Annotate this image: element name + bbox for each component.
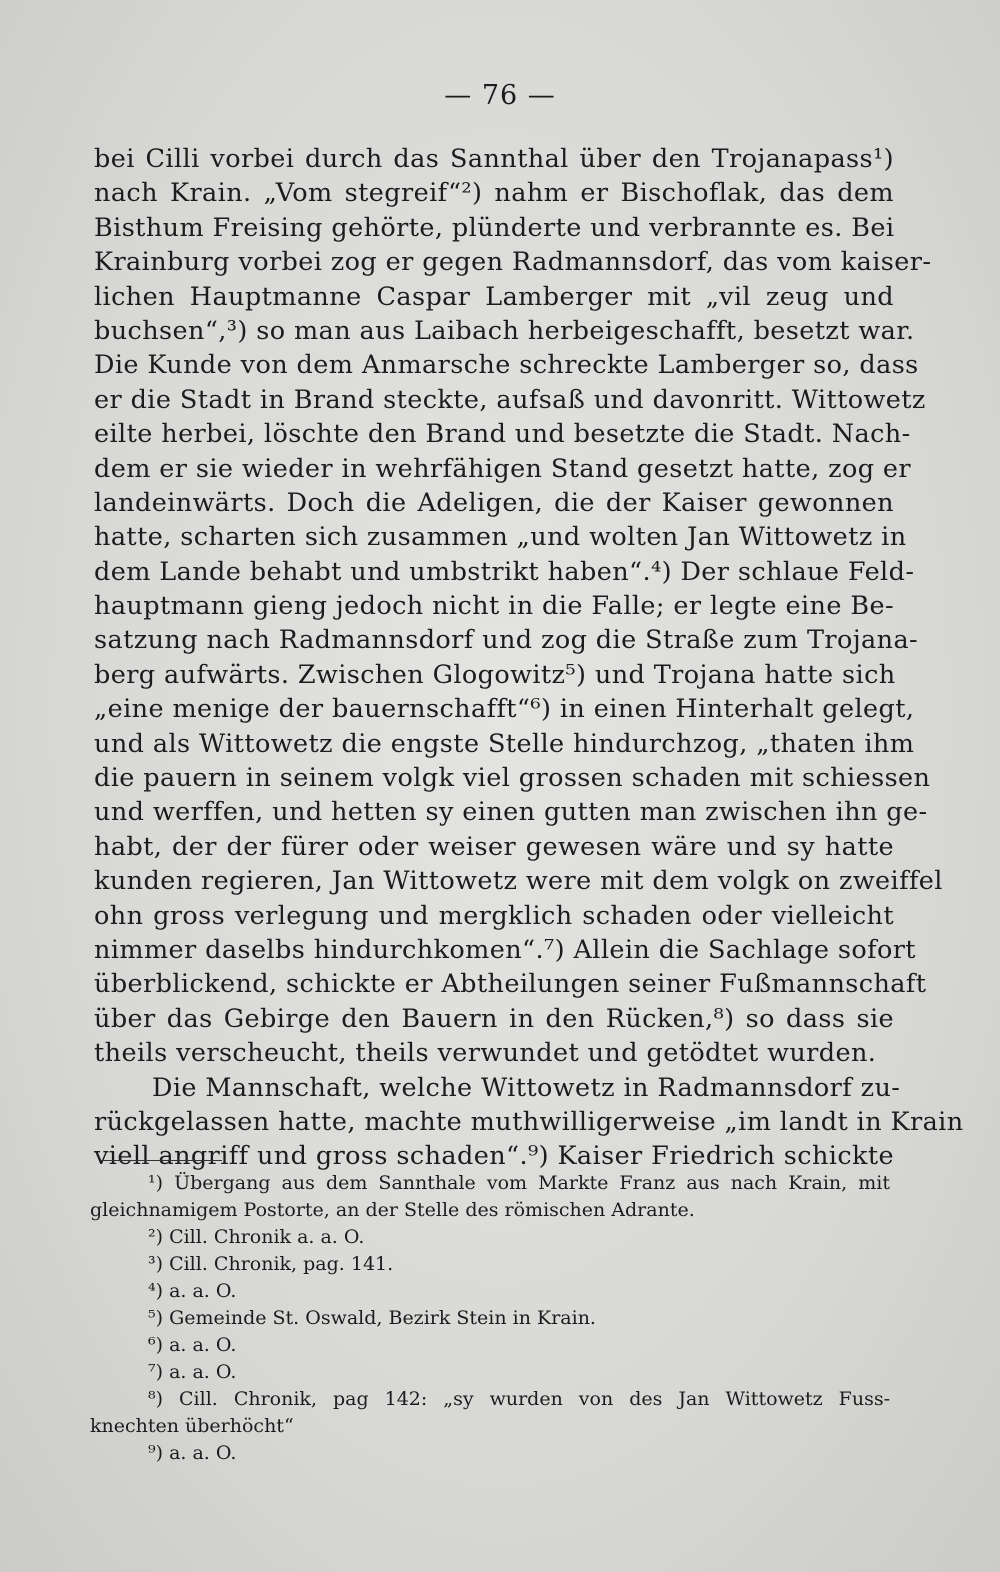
body-line: Bisthum Freising gehörte, plünderte und verbrannte es. Bei bbox=[94, 212, 895, 243]
page-number: — 76 — bbox=[444, 80, 556, 111]
body-line: landeinwärts. Doch die Adeligen, die der Kaiser gewonnen bbox=[94, 487, 894, 518]
footnote-line: ⁹) a. a. O. bbox=[148, 1442, 237, 1464]
body-line: „eine menige der bauernschafft“⁶) in einen Hinterhalt gelegt, bbox=[94, 694, 915, 725]
body-line: Die Kunde von dem Anmarsche schreckte Lamberger so, dass bbox=[94, 350, 919, 381]
body-line: Die Mannschaft, welche Wittowetz in Radmannsdorf zu- bbox=[152, 1072, 901, 1103]
body-line: eilte herbei, löschte den Brand und besetzte die Stadt. Nach- bbox=[94, 419, 911, 450]
body-line: und als Wittowetz die engste Stelle hindurchzog, „thaten ihm bbox=[94, 728, 915, 759]
footnote-line: ¹) Übergang aus dem Sannthale vom Markte Franz aus nach Krain, mit bbox=[148, 1172, 890, 1194]
body-line: buchsen“,³) so man aus Laibach herbeigeschafft, besetzt war. bbox=[94, 315, 915, 346]
footnotes bbox=[90, 1170, 890, 1467]
footnote-line: gleichnamigem Postorte, an der Stelle des römischen Adrante. bbox=[90, 1199, 695, 1221]
body-line: habt, der der fürer oder weiser gewesen wäre und sy hatte bbox=[94, 831, 894, 862]
body-line: bei Cilli vorbei durch das Sannthal über den Trojanapass¹) bbox=[94, 144, 894, 174]
body-line: viell angriff und gross schaden“.⁹) Kaiser Friedrich schickte bbox=[94, 1141, 894, 1172]
body-line: nach Krain. „Vom stegreif“²) nahm er Bischoflak, das dem bbox=[94, 178, 894, 209]
body-line: und werffen, und hetten sy einen gutten man zwischen ihn ge- bbox=[94, 797, 928, 828]
footnote-line: ⁶) a. a. O. bbox=[148, 1334, 237, 1356]
body-line: Krainburg vorbei zog er gegen Radmannsdorf, das vom kaiser- bbox=[94, 247, 932, 278]
footnote-divider bbox=[100, 1160, 222, 1161]
body-line: kunden regieren, Jan Wittowetz were mit dem volgk on zweiffel bbox=[94, 866, 943, 897]
footnote-line: ⁴) a. a. O. bbox=[148, 1280, 237, 1302]
footnote-line: knechten überhöcht“ bbox=[90, 1415, 294, 1437]
body-line: theils verscheucht, theils verwundet und getödtet wurden. bbox=[94, 1038, 877, 1069]
body-line: lichen Hauptmanne Caspar Lamberger mit „vil zeug und bbox=[94, 281, 894, 312]
body-line: hatte, scharten sich zusammen „und wolten Jan Wittowetz in bbox=[94, 522, 907, 553]
body-line: überblickend, schickte er Abtheilungen seiner Fußmannschaft bbox=[94, 969, 927, 1000]
body-line: rückgelassen hatte, machte muthwilligerweise „im landt in Krain bbox=[94, 1106, 964, 1137]
body-line: ohn gross verlegung und mergklich schaden oder vielleicht bbox=[94, 900, 894, 931]
body-line: über das Gebirge den Bauern in den Rücken,⁸) so dass sie bbox=[94, 1003, 894, 1034]
body-line: satzung nach Radmannsdorf und zog die Straße zum Trojana- bbox=[94, 625, 919, 656]
footnote-line: ³) Cill. Chronik, pag. 141. bbox=[148, 1253, 394, 1275]
body-line: nimmer daselbs hindurchkomen“.⁷) Allein die Sachlage sofort bbox=[94, 934, 916, 965]
body-line: dem Lande behabt und umbstrikt haben“.⁴) Der schlaue Feld- bbox=[94, 556, 915, 587]
body-line: er die Stadt in Brand steckte, aufsaß und davonritt. Wittowetz bbox=[94, 384, 926, 415]
footnote-line: ⁸) Cill. Chronik, pag 142: „sy wurden von des Jan Wittowetz Fuss- bbox=[148, 1388, 890, 1410]
footnote-line: ⁵) Gemeinde St. Oswald, Bezirk Stein in Krain. bbox=[148, 1307, 596, 1329]
body-line: die pauern in seinem volgk viel grossen schaden mit schiessen bbox=[94, 763, 931, 794]
body-line: berg aufwärts. Zwischen Glogowitz⁵) und Trojana hatte sich bbox=[94, 659, 896, 690]
body-line: dem er sie wieder in wehrfähigen Stand gesetzt hatte, zog er bbox=[94, 453, 912, 484]
body-line: hauptmann gieng jedoch nicht in die Falle; er legte eine Be- bbox=[94, 591, 894, 622]
footnote-line: ²) Cill. Chronik a. a. O. bbox=[148, 1226, 365, 1248]
body-text bbox=[94, 142, 964, 1174]
footnote-line: ⁷) a. a. O. bbox=[148, 1361, 237, 1383]
